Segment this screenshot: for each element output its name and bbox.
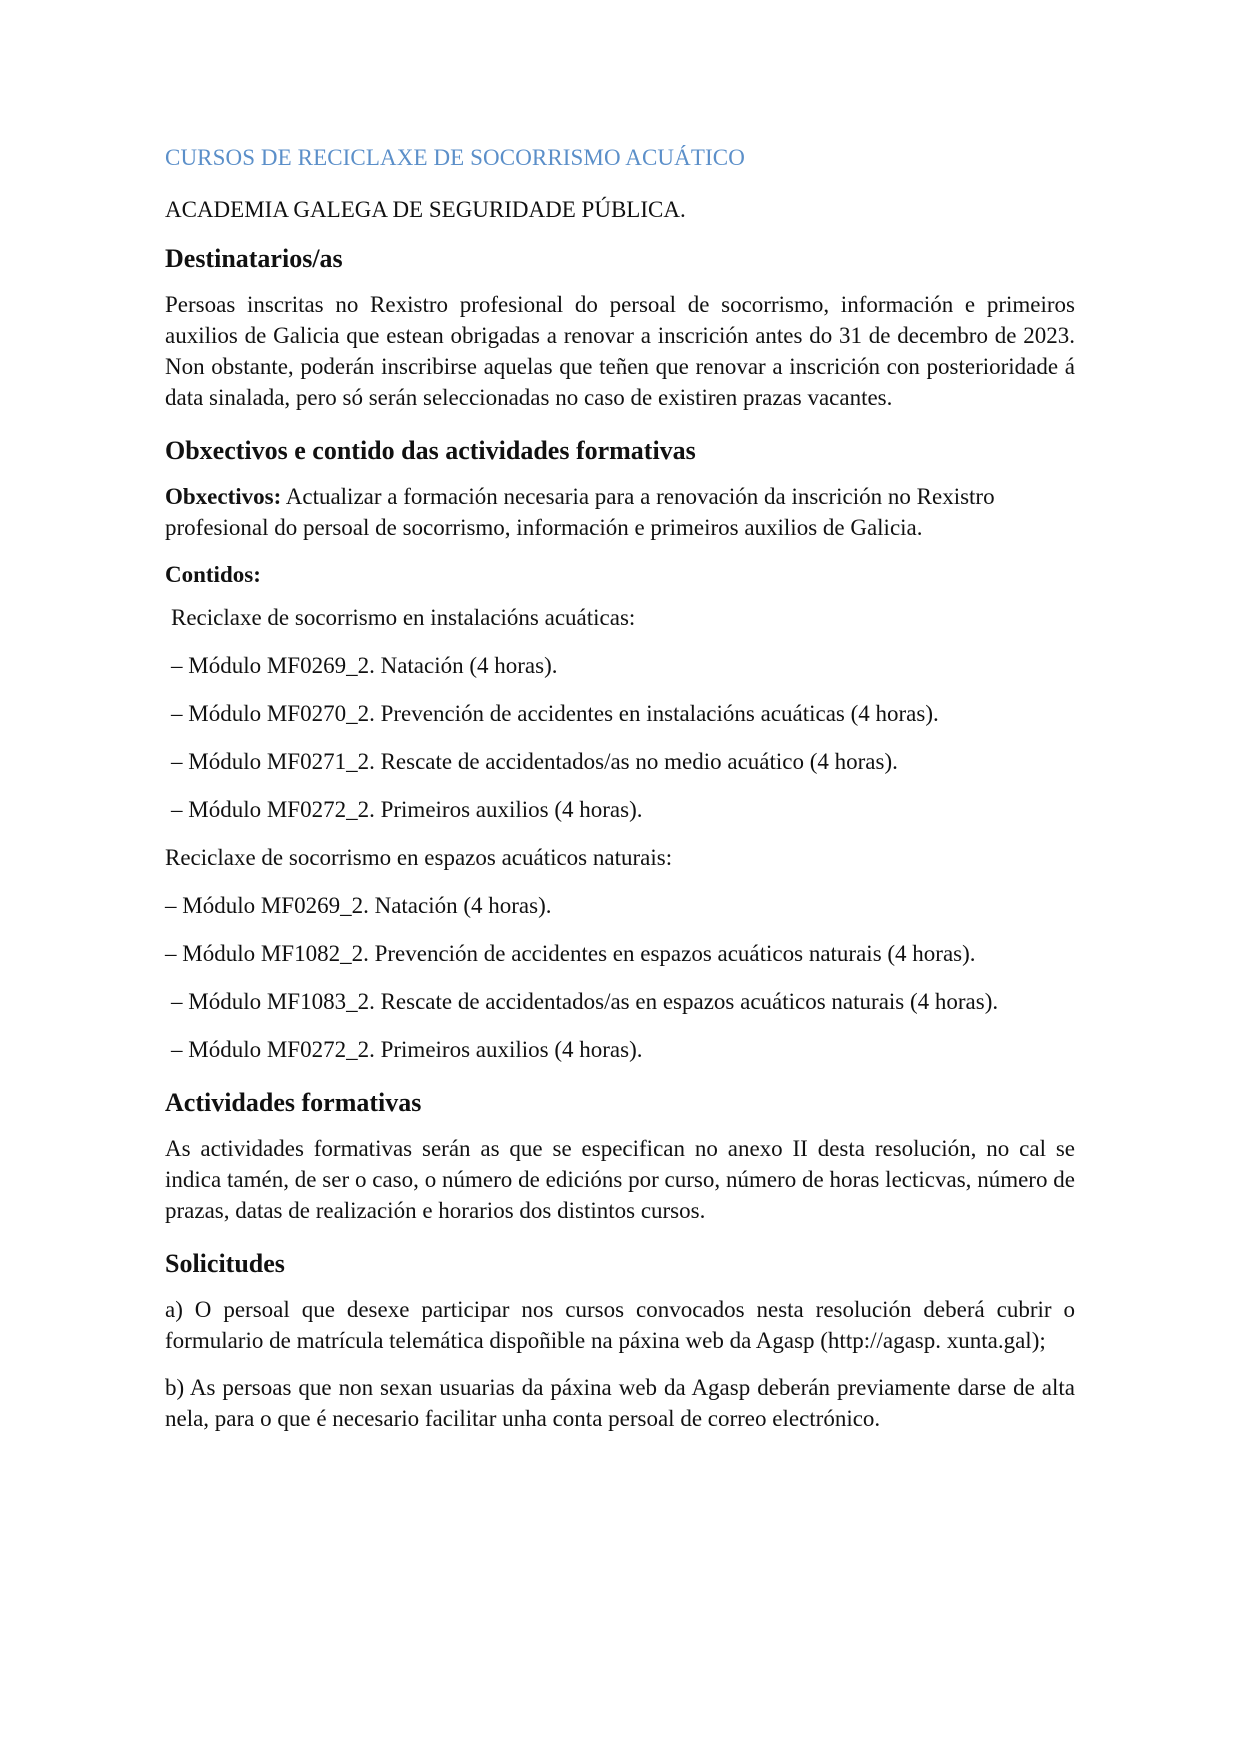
obxectivos-paragraph xyxy=(165,481,1075,543)
list-item: – Módulo MF0272_2. Primeiros auxilios (4 horas). xyxy=(171,1037,643,1062)
document-page xyxy=(165,143,1075,1450)
destinatarios-paragraph: Persoas inscritas no Rexistro profesional do persoal de socorrismo, información e primeiros auxilios de Galicia que estean obrigadas a renovar a inscrición antes do 31 de decembro de 2023. Non obstante, poderán inscribirse aquelas que teñen que renovar a inscrición con posterioridade á data sinalada, pero só serán seleccionadas no caso de existiren prazas vacantes. xyxy=(165,292,1075,410)
actividades-paragraph: As actividades formativas serán as que se especifican no anexo II desta resolución, no cal se indica tamén, de ser o caso, o número de edicións por curso, número de horas lecticvas, número de prazas, datas de realización e horarios dos distintos cursos. xyxy=(165,1136,1075,1223)
obxectivos-label: Obxectivos: xyxy=(165,484,282,509)
list-item: – Módulo MF1082_2. Prevención de accidentes en espazos acuáticos naturais (4 horas). xyxy=(165,941,976,966)
list-item: – Módulo MF0270_2. Prevención de accidentes en instalacións acuáticas (4 horas). xyxy=(171,701,939,726)
heading-destinatarios: Destinatarios/as xyxy=(165,244,343,273)
list-item: – Módulo MF0269_2. Natación (4 horas). xyxy=(165,893,552,918)
solicitudes-item-a: a) O persoal que desexe participar nos cursos convocados nesta resolución deberá cubrir o formulario de matrícula telemática dispoñible na páxina web da Agasp (http://agasp. xunta.gal); xyxy=(165,1297,1075,1353)
list-item: – Módulo MF0271_2. Rescate de accidentados/as no medio acuático (4 horas). xyxy=(171,749,898,774)
group1-title: Reciclaxe de socorrismo en instalacións acuáticas: xyxy=(171,605,636,630)
document-title: CURSOS DE RECICLAXE DE SOCORRISMO ACUÁTICO xyxy=(165,145,745,170)
list-item: – Módulo MF0269_2. Natación (4 horas). xyxy=(171,653,558,678)
solicitudes-item-b: b) As persoas que non sexan usuarias da páxina web da Agasp deberán previamente darse de alta nela, para o que é necesario facilitar unha conta persoal de correo electrónico. xyxy=(165,1375,1075,1431)
list-item: – Módulo MF1083_2. Rescate de accidentados/as en espazos acuáticos naturais (4 horas). xyxy=(171,989,999,1014)
heading-obxectivos: Obxectivos e contido das actividades formativas xyxy=(165,436,696,465)
heading-actividades: Actividades formativas xyxy=(165,1088,422,1117)
contidos-label xyxy=(165,559,1075,590)
list-item: – Módulo MF0272_2. Primeiros auxilios (4 horas). xyxy=(171,797,643,822)
obxectivos-text: Actualizar a formación necesaria para a renovación da inscrición no Rexistro profesional do persoal de socorrismo, información e primeiros auxilios de Galicia. xyxy=(165,484,995,540)
heading-solicitudes: Solicitudes xyxy=(165,1249,285,1278)
contidos-label-text: Contidos: xyxy=(165,562,261,587)
organization-name: ACADEMIA GALEGA DE SEGURIDADE PÚBLICA. xyxy=(165,197,686,222)
group2-title: Reciclaxe de socorrismo en espazos acuáticos naturais: xyxy=(165,845,673,870)
